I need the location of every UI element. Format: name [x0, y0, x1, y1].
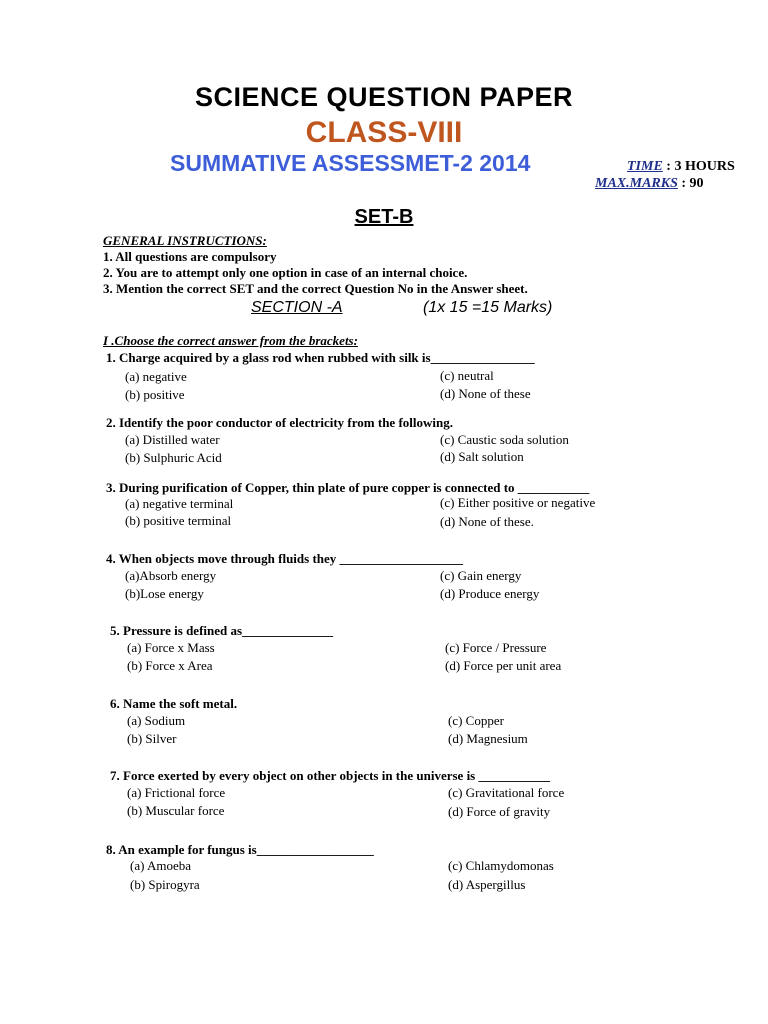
- option-b: (b) Silver: [127, 731, 177, 746]
- option-b: (b) Sulphuric Acid: [125, 450, 222, 465]
- question-text: 3. During purification of Copper, thin plate of pure copper is connected to ___________: [106, 480, 590, 495]
- option-a: (a) negative: [125, 369, 187, 384]
- option-d: (d) Salt solution: [440, 449, 524, 464]
- option-c: (c) Chlamydomonas: [448, 858, 554, 873]
- option-d: (d) Force of gravity: [448, 804, 551, 819]
- option-d: (d) Magnesium: [448, 731, 528, 746]
- option-b: (b) Spirogyra: [130, 877, 200, 892]
- option-c: (c) Either positive or negative: [440, 495, 596, 510]
- option-c: (c) neutral: [440, 368, 494, 383]
- question-text: 4. When objects move through fluids they ___________________: [106, 551, 464, 566]
- option-c: (c) Gain energy: [440, 568, 522, 583]
- question-text: 7. Force exerted by every object on other objects in the universe is ___________: [110, 768, 550, 783]
- option-d: (d) Aspergillus: [448, 877, 526, 892]
- option-a: (a) Amoeba: [130, 858, 192, 873]
- option-a: (a) Frictional force: [127, 785, 226, 800]
- class-title: CLASS-VIII: [305, 116, 463, 149]
- option-a: (a) Force x Mass: [127, 640, 215, 655]
- option-a: (a) Sodium: [127, 713, 186, 728]
- option-b: (b) positive terminal: [125, 513, 232, 528]
- section-marks: (1x 15 =15 Marks): [423, 299, 553, 316]
- option-a: (a)Absorb energy: [125, 568, 217, 583]
- section-name: SECTION -A: [251, 299, 343, 316]
- option-a: (a) negative terminal: [125, 496, 234, 511]
- question-text: 8. An example for fungus is__________________: [106, 842, 374, 857]
- marks-label: MAX.MARKS: [595, 176, 678, 191]
- option-c: (c) Gravitational force: [448, 785, 565, 800]
- option-b: (b) Muscular force: [127, 803, 225, 818]
- marks-value: : 90: [681, 176, 704, 191]
- option-b: (b) positive: [125, 387, 185, 402]
- option-b: (b)Lose energy: [125, 586, 204, 601]
- part-heading-text: I .Choose the correct answer from the brackets: [103, 333, 354, 348]
- option-d: (d) Force per unit area: [445, 658, 562, 673]
- instruction-item: 2. You are to attempt only one option in case of an internal choice.: [103, 265, 468, 280]
- option-c: (c) Force / Pressure: [445, 640, 547, 655]
- option-c: (c) Caustic soda solution: [440, 432, 569, 447]
- instructions-heading: GENERAL INSTRUCTIONS:: [103, 233, 267, 248]
- option-c: (c) Copper: [448, 713, 504, 728]
- part-heading-colon: :: [353, 333, 358, 348]
- option-d: (d) None of these.: [440, 514, 534, 529]
- set-label: SET-B: [354, 206, 414, 228]
- time-value: : 3 HOURS: [666, 159, 735, 174]
- option-b: (b) Force x Area: [127, 658, 213, 673]
- part-heading: [103, 333, 358, 349]
- time-label: TIME: [627, 159, 663, 174]
- question-text: 1. Charge acquired by a glass rod when rubbed with silk is________________: [106, 350, 535, 365]
- time-row: [627, 159, 735, 175]
- assessment-title: SUMMATIVE ASSESSMET-2 2014: [170, 150, 531, 176]
- question-text: 5. Pressure is defined as______________: [110, 623, 334, 638]
- option-d: (d) None of these: [440, 386, 531, 401]
- question-text: 6. Name the soft metal.: [110, 696, 238, 711]
- instruction-item: 3. Mention the correct SET and the correct Question No in the Answer sheet.: [103, 281, 528, 296]
- paper-title: SCIENCE QUESTION PAPER: [194, 82, 574, 112]
- question-text: 2. Identify the poor conductor of electricity from the following.: [106, 415, 453, 430]
- marks-row: [595, 176, 704, 192]
- instruction-item: 1. All questions are compulsory: [103, 249, 277, 264]
- option-d: (d) Produce energy: [440, 586, 540, 601]
- option-a: (a) Distilled water: [125, 432, 220, 447]
